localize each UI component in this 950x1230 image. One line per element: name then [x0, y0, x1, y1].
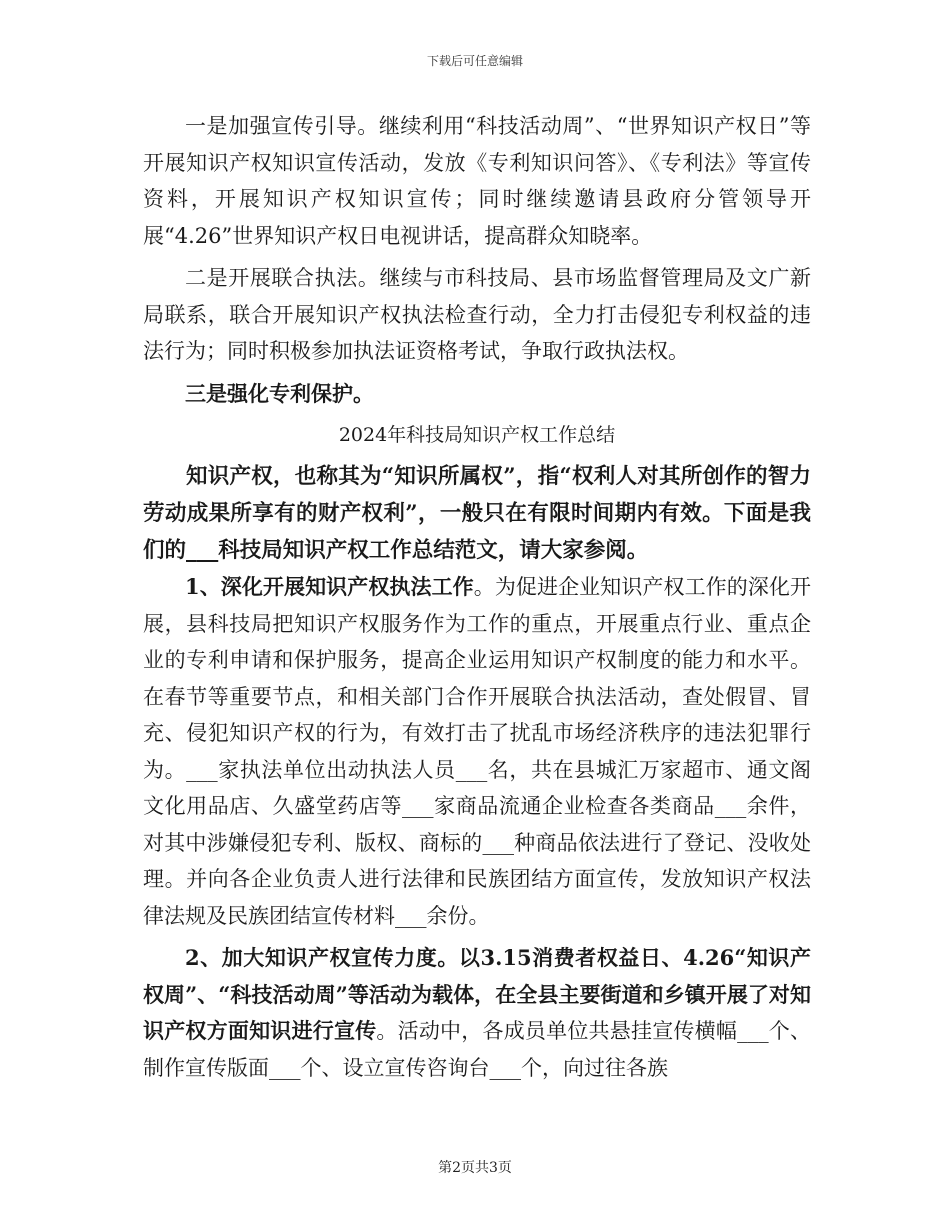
paragraph-publicity: 一是加强宣传引导。继续利用“科技活动周”、“世界知识产权日”等开展知识产权知识宣传活动，发放《专利知识问答》、《专利法》等宣传资料，开展知识产权知识宣传；同时继续邀请县政府分管领导开展“4.26”世界知识产权日电视讲话，提高群众知晓率。 [143, 114, 811, 248]
page-header-note: 下载后可任意编辑 [426, 54, 523, 68]
paragraph-section-1 [143, 569, 811, 934]
document-title: 2024年科技局知识产权工作总结 [338, 424, 616, 446]
paragraph-section-2 [143, 940, 811, 1086]
section-1-body: 。为促进企业知识产权工作的深化开展，县科技局把知识产权服务作为工作的重点，开展重点行业、重点企业的专利申请和保护服务，提高企业运用知识产权制度的能力和水平。在春节等重要节点，和相关部门合作开展联合执法活动，查处假冒、冒充、侵犯知识产权的行为，有效打击了扰乱市场经济秩序的违法犯罪行为。___家执法单位出动执法人员___名，共在县城汇万家超市、通文阁文化用品店、久盛堂药店等___家商品流通企业检查各类商品___余件，对其中涉嫌侵犯专利、版权、商标的___种商品依法进行了登记、没收处理。并向各企业负责人进行法律和民族团结方面宣传，发放知识产权法律法规及民族团结宣传材料___余份。 [143, 575, 811, 928]
section-1-lead: 1、深化开展知识产权执法工作 [185, 574, 474, 599]
paragraph-intro: 知识产权，也称其为“知识所属权”，指“权利人对其所创作的智力劳动成果所享有的财产权利”，一般只在有限时间期内有效。下面是我们的___科技局知识产权工作总结范文，请大家参阅。 [143, 464, 811, 563]
page-number: 第2页共3页 [438, 1160, 512, 1176]
document-body [143, 108, 811, 1086]
paragraph-patent-protection: 三是强化专利保护。 [185, 380, 374, 406]
paragraph-joint-enforcement: 二是开展联合执法。继续与市科技局、县市场监督管理局及文广新局联系，联合开展知识产权执法检查行动，全力打击侵犯专利权益的违法行为；同时积极参加执法证资格考试，争取行政执法权。 [143, 266, 811, 363]
section-2-body: 。活动中，各成员单位共悬挂宣传横幅___个、制作宣传版面___个、设立宣传咨询台___个，向过往各族 [143, 1019, 812, 1080]
section-2-lead: 2、加大知识产权宣传力度。以3.15消费者权益日、4.26“知识产权周”、“科技活动周”等活动为载体，在全县主要街道和乡镇开展了对知识产权方面知识进行宣传 [143, 945, 811, 1043]
